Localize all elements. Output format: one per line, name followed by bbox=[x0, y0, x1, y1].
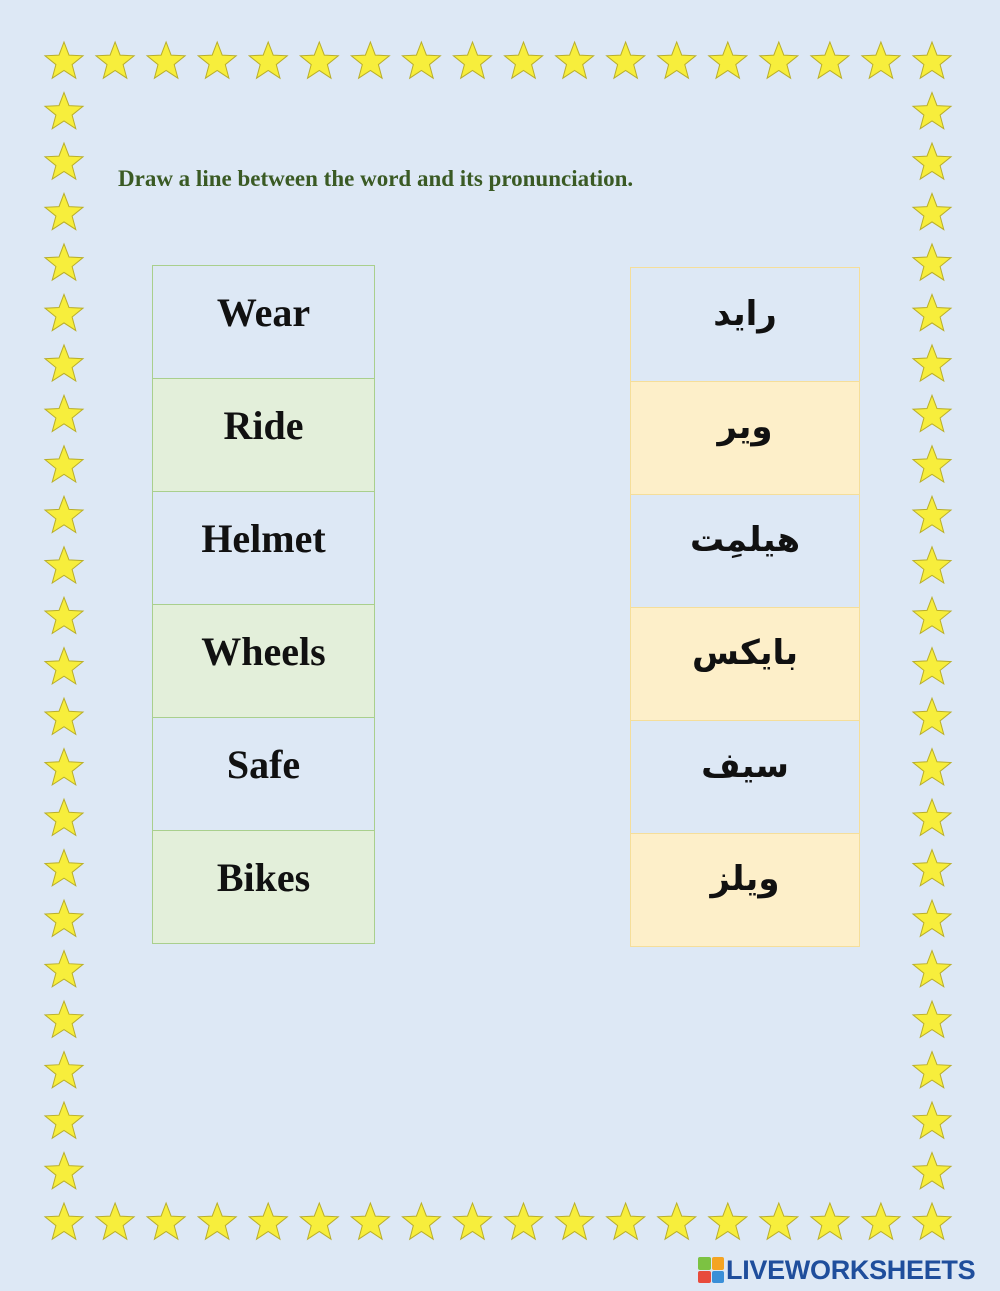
word-cell-wear[interactable]: Wear bbox=[152, 265, 375, 379]
word-cell-ride[interactable]: Ride bbox=[152, 379, 375, 492]
star-icon bbox=[913, 597, 951, 633]
pronunciation-cell-1[interactable]: رايد bbox=[630, 267, 860, 382]
star-icon bbox=[45, 143, 83, 179]
pronunciation-cell-3[interactable]: هيلمِت bbox=[630, 495, 860, 608]
star-icon bbox=[45, 951, 83, 987]
word-cell-wheels[interactable]: Wheels bbox=[152, 605, 375, 718]
star-icon bbox=[402, 42, 440, 78]
star-icon bbox=[862, 42, 900, 78]
word-cell-helmet[interactable]: Helmet bbox=[152, 492, 375, 605]
star-icon bbox=[658, 1203, 696, 1239]
star-icon bbox=[913, 799, 951, 835]
star-icon bbox=[913, 294, 951, 330]
star-icon bbox=[505, 42, 543, 78]
star-icon bbox=[913, 143, 951, 179]
star-icon bbox=[913, 1052, 951, 1088]
star-icon bbox=[913, 698, 951, 734]
star-icon bbox=[913, 42, 951, 78]
star-icon bbox=[913, 345, 951, 381]
star-icon bbox=[45, 1001, 83, 1037]
star-icon bbox=[45, 1153, 83, 1189]
star-icon bbox=[300, 42, 338, 78]
star-icon bbox=[709, 1203, 747, 1239]
star-icon bbox=[913, 496, 951, 532]
star-icon bbox=[913, 93, 951, 129]
liveworksheets-logo bbox=[698, 1256, 975, 1284]
star-icon bbox=[913, 648, 951, 684]
star-icon bbox=[913, 1203, 951, 1239]
word-cell-bikes[interactable]: Bikes bbox=[152, 831, 375, 944]
pronunciation-cell-5[interactable]: سيف bbox=[630, 721, 860, 834]
star-icon bbox=[45, 698, 83, 734]
star-icon bbox=[96, 42, 134, 78]
star-icon bbox=[45, 93, 83, 129]
instruction-text: Draw a line between the word and its pronunciation. bbox=[118, 166, 634, 191]
star-icon bbox=[709, 42, 747, 78]
star-icon bbox=[811, 42, 849, 78]
star-icon bbox=[913, 446, 951, 482]
star-icon bbox=[45, 597, 83, 633]
star-icon bbox=[198, 1203, 236, 1239]
star-icon bbox=[760, 1203, 798, 1239]
star-icon bbox=[45, 1052, 83, 1088]
star-icon bbox=[453, 42, 491, 78]
star-icon bbox=[351, 1203, 389, 1239]
star-icon bbox=[607, 42, 645, 78]
star-icon bbox=[658, 42, 696, 78]
star-icon bbox=[351, 42, 389, 78]
star-icon bbox=[505, 1203, 543, 1239]
star-icon bbox=[913, 547, 951, 583]
star-icon bbox=[45, 799, 83, 835]
star-icon bbox=[147, 1203, 185, 1239]
star-icon bbox=[45, 42, 83, 78]
pronunciation-cell-4[interactable]: بايكس bbox=[630, 608, 860, 721]
star-icon bbox=[913, 1102, 951, 1138]
star-icon bbox=[913, 244, 951, 280]
word-cell-safe[interactable]: Safe bbox=[152, 718, 375, 831]
star-icon bbox=[913, 1001, 951, 1037]
star-icon bbox=[45, 496, 83, 532]
star-icon bbox=[96, 1203, 134, 1239]
star-icon bbox=[45, 395, 83, 431]
star-icon bbox=[913, 395, 951, 431]
star-icon bbox=[760, 42, 798, 78]
star-icon bbox=[607, 1203, 645, 1239]
star-icon bbox=[45, 749, 83, 785]
star-icon bbox=[249, 42, 287, 78]
star-icon bbox=[45, 1102, 83, 1138]
star-icon bbox=[45, 900, 83, 936]
star-icon bbox=[913, 193, 951, 229]
star-icon bbox=[862, 1203, 900, 1239]
star-icon bbox=[45, 345, 83, 381]
star-icon bbox=[249, 1203, 287, 1239]
star-icon bbox=[147, 42, 185, 78]
star-icon bbox=[45, 1203, 83, 1239]
pronunciation-cell-6[interactable]: ويلز bbox=[630, 834, 860, 947]
star-icon bbox=[45, 850, 83, 886]
star-icon bbox=[402, 1203, 440, 1239]
pronunciation-cell-2[interactable]: وير bbox=[630, 382, 860, 495]
star-icon bbox=[45, 648, 83, 684]
star-icon bbox=[913, 850, 951, 886]
star-icon bbox=[453, 1203, 491, 1239]
star-icon bbox=[913, 900, 951, 936]
star-icon bbox=[913, 1153, 951, 1189]
word-column bbox=[152, 265, 375, 944]
star-icon bbox=[811, 1203, 849, 1239]
star-icon bbox=[198, 42, 236, 78]
logo-text: LIVEWORKSHEETS bbox=[726, 1254, 976, 1285]
star-icon bbox=[556, 42, 594, 78]
star-icon bbox=[45, 294, 83, 330]
pronunciation-column bbox=[630, 267, 860, 947]
star-icon bbox=[556, 1203, 594, 1239]
star-icon bbox=[45, 244, 83, 280]
star-icon bbox=[45, 547, 83, 583]
star-icon bbox=[913, 749, 951, 785]
star-icon bbox=[300, 1203, 338, 1239]
star-icon bbox=[45, 446, 83, 482]
star-icon bbox=[913, 951, 951, 987]
star-icon bbox=[45, 193, 83, 229]
liveworksheets-logo-icon bbox=[698, 1257, 724, 1283]
